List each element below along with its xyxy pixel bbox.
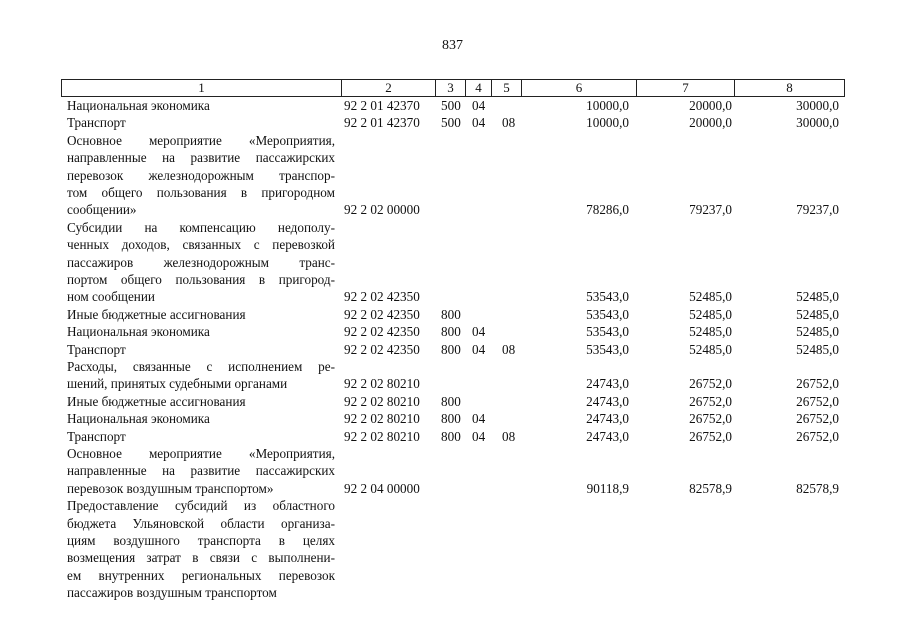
table-header [61, 79, 845, 97]
row-value-col7: 26752,0 [689, 411, 732, 427]
row-expense-type: 500 [441, 115, 461, 131]
row-code: 92 2 02 80210 [344, 376, 420, 392]
table-row [0, 410, 905, 427]
row-name [67, 358, 335, 393]
row-code: 92 2 02 42350 [344, 324, 420, 340]
row-code: 92 2 02 00000 [344, 202, 420, 218]
row-name [67, 410, 335, 427]
header-col-5: 5 [492, 80, 522, 96]
row-value-col8: 30000,0 [796, 115, 839, 131]
row-value-col8: 79237,0 [796, 202, 839, 218]
row-value-col8: 82578,9 [796, 480, 839, 496]
row-name [67, 114, 335, 131]
row-section: 04 [472, 98, 486, 113]
row-name-line: пассажиров воздушным транспортом [67, 585, 277, 601]
header-col-6: 6 [522, 80, 637, 96]
row-value-col6: 24743,0 [586, 376, 629, 392]
row-name-line: Иные бюджетные ассигнования [67, 393, 246, 409]
row-name-line: перевозок воздушным транспортом» [67, 480, 274, 496]
row-value-col7: 26752,0 [689, 393, 732, 409]
row-section: 04 [472, 428, 486, 444]
row-value-col8: 26752,0 [796, 411, 839, 427]
row-code: 92 2 02 42350 [344, 341, 420, 357]
page-number: 837 [442, 38, 463, 53]
row-name-line: Транспорт [67, 428, 126, 444]
row-code: 92 2 01 42370 [344, 98, 420, 113]
row-name [67, 323, 335, 340]
row-value-col8: 26752,0 [796, 393, 839, 409]
row-value-col6: 24743,0 [586, 428, 629, 444]
row-code: 92 2 02 42350 [344, 289, 420, 305]
row-name [67, 341, 335, 358]
row-expense-type: 800 [441, 428, 461, 444]
row-expense-type: 800 [441, 411, 461, 427]
row-name [67, 497, 335, 601]
row-value-col7: 26752,0 [689, 376, 732, 392]
row-name [67, 428, 335, 445]
row-name-line: направленные на развитие пассажирских [67, 463, 335, 479]
row-section: 04 [472, 115, 486, 131]
row-value-col6: 10000,0 [586, 115, 629, 131]
table-row [0, 306, 905, 323]
row-value-col6: 53543,0 [586, 341, 629, 357]
table-body [0, 97, 905, 602]
header-col-7: 7 [637, 80, 735, 96]
row-value-col8: 26752,0 [796, 376, 839, 392]
row-name [67, 97, 335, 114]
row-value-col7: 20000,0 [689, 115, 732, 131]
row-name-line: направленные на развитие пассажирских [67, 150, 335, 166]
row-expense-type: 500 [441, 98, 461, 113]
row-value-col7: 82578,9 [689, 480, 732, 496]
row-value-col8: 30000,0 [796, 98, 839, 113]
header-col-4: 4 [466, 80, 492, 96]
row-value-col6: 24743,0 [586, 411, 629, 427]
row-name-line: ченных доходов, связанных с перевозкой [67, 237, 335, 253]
row-name-line: Предоставление субсидий из областного [67, 498, 335, 514]
row-subsection: 08 [502, 115, 516, 131]
table-row [0, 445, 905, 497]
row-name-line: том общего пользования в пригородном [67, 185, 335, 200]
row-subsection: 08 [502, 428, 516, 444]
row-value-col7: 52485,0 [689, 341, 732, 357]
row-value-col7: 79237,0 [689, 202, 732, 218]
header-col-2: 2 [342, 80, 436, 96]
row-value-col7: 52485,0 [689, 289, 732, 305]
row-name-line: портом общего пользования в пригород- [67, 272, 335, 287]
row-name-line: перевозок железнодорожным транспор- [67, 167, 335, 183]
row-expense-type: 800 [441, 324, 461, 340]
row-expense-type: 800 [441, 341, 461, 357]
row-name-line: Расходы, связанные с исполнением ре- [67, 358, 335, 374]
row-name-line: ном сообщении [67, 289, 155, 305]
row-name-line: бюджета Ульяновской области организа- [67, 515, 335, 531]
row-name-line: циям воздушного транспорта в целях [67, 532, 335, 548]
row-code: 92 2 01 42370 [344, 115, 420, 131]
row-code: 92 2 02 80210 [344, 411, 420, 427]
row-name-line: пассажиров железнодорожным транс- [67, 254, 335, 270]
header-col-3: 3 [436, 80, 466, 96]
row-value-col6: 53543,0 [586, 306, 629, 322]
table-row [0, 323, 905, 340]
row-value-col7: 52485,0 [689, 306, 732, 322]
table-row [0, 358, 905, 393]
header-col-1: 1 [62, 80, 342, 96]
row-name [67, 132, 335, 219]
row-name-line: Транспорт [67, 115, 126, 131]
row-name-line: Национальная экономика [67, 411, 210, 427]
row-name-line: Основное мероприятие «Мероприятия, [67, 132, 335, 148]
row-value-col8: 52485,0 [796, 341, 839, 357]
table-row [0, 393, 905, 410]
row-name [67, 393, 335, 410]
row-name-line: Иные бюджетные ассигнования [67, 306, 246, 322]
row-value-col7: 52485,0 [689, 324, 732, 340]
row-value-col8: 52485,0 [796, 289, 839, 305]
row-name-line: Национальная экономика [67, 324, 210, 340]
table-row [0, 497, 905, 601]
row-code: 92 2 04 00000 [344, 480, 420, 496]
row-name [67, 219, 335, 306]
table-row [0, 97, 905, 114]
row-name [67, 306, 335, 323]
row-value-col6: 78286,0 [586, 202, 629, 218]
row-code: 92 2 02 80210 [344, 428, 420, 444]
row-section: 04 [472, 411, 486, 427]
row-value-col8: 52485,0 [796, 306, 839, 322]
table-row [0, 219, 905, 306]
row-section: 04 [472, 341, 486, 357]
row-name-line: сообщении» [67, 202, 137, 218]
row-name-line: ем внутренних региональных перевозок [67, 567, 335, 583]
header-col-8: 8 [735, 80, 845, 96]
row-value-col8: 52485,0 [796, 324, 839, 340]
row-name-line: Субсидии на компенсацию недополу- [67, 219, 335, 235]
row-code: 92 2 02 42350 [344, 306, 420, 322]
row-name [67, 445, 335, 497]
row-name-line: Транспорт [67, 341, 126, 357]
row-value-col6: 53543,0 [586, 289, 629, 305]
row-value-col7: 26752,0 [689, 428, 732, 444]
row-expense-type: 800 [441, 393, 461, 409]
row-value-col6: 90118,9 [586, 480, 629, 496]
row-name-line: Основное мероприятие «Мероприятия, [67, 445, 335, 461]
row-section: 04 [472, 324, 486, 340]
row-expense-type: 800 [441, 306, 461, 322]
row-value-col6: 24743,0 [586, 393, 629, 409]
row-name-line: Национальная экономика [67, 98, 210, 113]
row-value-col6: 53543,0 [586, 324, 629, 340]
table-row [0, 341, 905, 358]
row-name-line: шений, принятых судебными органами [67, 376, 288, 392]
row-value-col7: 20000,0 [689, 98, 732, 113]
row-subsection: 08 [502, 341, 516, 357]
table-row [0, 428, 905, 445]
row-value-col6: 10000,0 [586, 98, 629, 113]
row-code: 92 2 02 80210 [344, 393, 420, 409]
row-name-line: возмещения затрат в связи с выполнени- [67, 550, 335, 566]
table-row [0, 132, 905, 219]
row-value-col8: 26752,0 [796, 428, 839, 444]
table-row [0, 114, 905, 131]
